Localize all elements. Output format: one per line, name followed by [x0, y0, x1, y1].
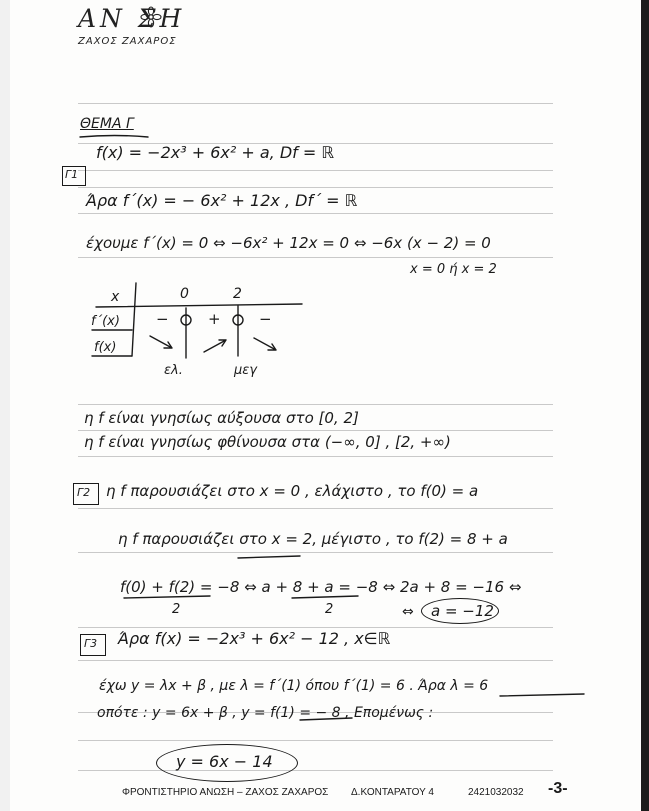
underline	[300, 718, 352, 720]
table-x-value: 2	[233, 286, 242, 302]
table-x-label: x	[111, 289, 120, 305]
function-final: Άρα f(x) = −2x³ + 6x² − 12 , x∈ℝ	[118, 629, 391, 648]
decreasing-arrow-icon	[150, 336, 172, 348]
table-sign: −	[259, 310, 272, 328]
increasing-arrow-icon	[204, 340, 226, 352]
part-label-g3: Γ3	[84, 637, 98, 650]
table-row-label: f΄(x)	[91, 314, 120, 329]
tangent-line-statement: έχω y = λx + β , με λ = f΄(1) όπου f΄(1) = 6 . Άρα λ = 6	[99, 678, 489, 694]
decreasing-arrow-icon	[254, 338, 276, 350]
part-label-g1: Γ1	[65, 168, 79, 181]
function-definition: f(x) = −2x³ + 6x² + a, Df = ℝ	[96, 143, 335, 162]
section-title: ΘΕΜΑ Γ	[80, 116, 134, 132]
page-number: -3-	[548, 780, 568, 797]
logo-wordmark: ΑΝ ΣΗ	[78, 4, 186, 33]
footer-school: ΦΡΟΝΤΙΣΤΗΡΙΟ ΑΝΩΣΗ – ΖΑΧΟΣ ΖΑΧΑΡΟΣ	[122, 787, 329, 798]
fraction-denominator: 2	[325, 602, 334, 617]
minimum-statement: η f παρουσιάζει στο x = 0 , ελάχιστο , το f(0) = a	[106, 482, 479, 500]
decreasing-statement: η f είναι γνησίως φθίνουσα στα (−∞, 0] , [2, +∞)	[84, 433, 451, 451]
fraction-denominator: 2	[172, 602, 181, 617]
table-row-label: f(x)	[94, 340, 117, 355]
increasing-statement: η f είναι γνησίως αύξουσα στο [0, 2]	[84, 409, 359, 427]
roots-equation: έχουμε f΄(x) = 0 ⇔ −6x² + 12x = 0 ⇔ −6x (x − 2) = 0	[86, 234, 491, 252]
final-answer: y = 6x − 14	[176, 752, 273, 771]
sum-equation: f(0) + f(2) = −8 ⇔ a + 8 + a = −8 ⇔ 2a + 8 = −16 ⇔	[120, 578, 522, 596]
part-label-g2: Γ2	[77, 486, 91, 499]
logo-subtitle: ΖΑΧΟΣ ΖΑΧΑΡΟΣ	[78, 36, 177, 47]
derivative-line: Άρα f΄(x) = − 6x² + 12x , Df΄ = ℝ	[86, 191, 358, 210]
table-sign: +	[208, 310, 221, 328]
table-sign: −	[156, 310, 169, 328]
title-underline	[80, 136, 148, 138]
underline	[238, 556, 300, 558]
equivalence-symbol: ⇔	[402, 604, 414, 620]
fraction-bar	[124, 596, 210, 598]
otherwise-statement: οπότε : y = 6x + β , y = f(1) = − 8 , Επομένως :	[97, 705, 434, 721]
fraction-bar	[292, 596, 358, 598]
table-horizontal-line	[96, 304, 302, 307]
underline	[500, 694, 584, 696]
footer-phone: 2421032032	[468, 787, 524, 798]
result-a: a = −12	[431, 602, 494, 620]
roots-values: x = 0 ή x = 2	[410, 262, 497, 277]
extremum-label-min: ελ.	[164, 363, 183, 378]
extremum-label-max: μεγ	[234, 363, 257, 378]
table-x-value: 0	[180, 286, 189, 302]
footer-address: Δ.ΚΟΝΤΑΡΑΤΟΥ 4	[351, 787, 434, 798]
maximum-statement: η f παρουσιάζει στο x = 2, μέγιστο , το f(2) = 8 + a	[118, 530, 508, 548]
table-vertical-line	[132, 283, 136, 356]
